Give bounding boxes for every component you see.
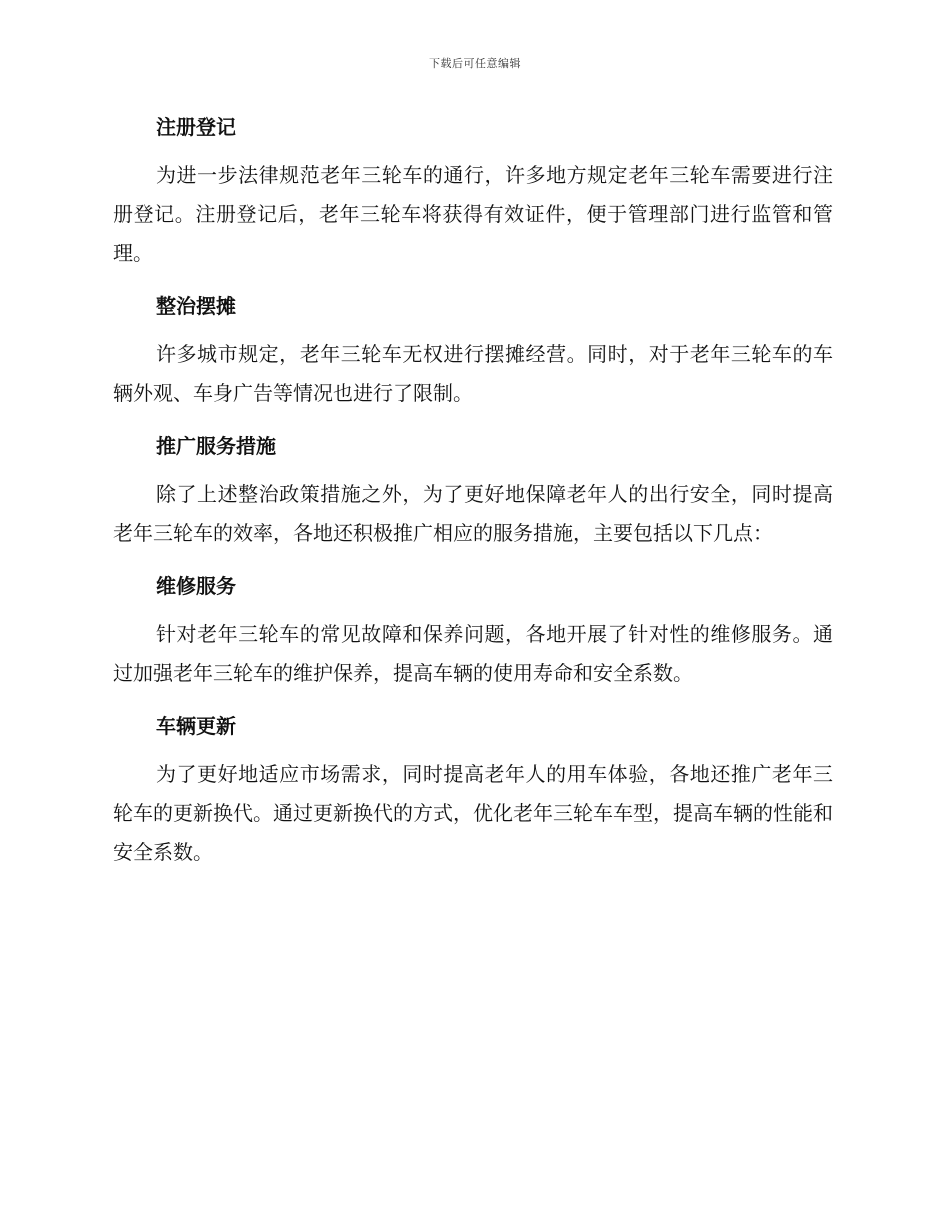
section-heading: 车辆更新	[156, 714, 236, 738]
section-paragraph: 为进一步法律规范老年三轮车的通行，许多地方规定老年三轮车需要进行注册登记。注册登记后，老年三轮车将获得有效证件，便于管理部门进行监管和管理。	[113, 163, 833, 265]
section-service-measures	[113, 429, 833, 553]
section-paragraph: 针对老年三轮车的常见故障和保养问题，各地开展了针对性的维修服务。通过加强老年三轮车的维护保养，提高车辆的使用寿命和安全系数。	[113, 622, 833, 685]
section-heading: 推广服务措施	[156, 434, 276, 458]
document-body	[113, 110, 833, 888]
section-paragraph: 除了上述整治政策措施之外，为了更好地保障老年人的出行安全，同时提高老年三轮车的效率，各地还积极推广相应的服务措施，主要包括以下几点：	[113, 482, 833, 545]
section-stall-regulation	[113, 289, 833, 413]
section-paragraph: 许多城市规定，老年三轮车无权进行摆摊经营。同时，对于老年三轮车的车辆外观、车身广告等情况也进行了限制。	[113, 342, 833, 405]
section-heading: 整治摆摊	[156, 294, 236, 318]
section-heading: 注册登记	[156, 115, 236, 139]
section-heading: 维修服务	[156, 574, 236, 598]
section-repair-service	[113, 569, 833, 693]
section-paragraph: 为了更好地适应市场需求，同时提高老年人的用车体验，各地还推广老年三轮车的更新换代。通过更新换代的方式，优化老年三轮车车型，提高车辆的性能和安全系数。	[113, 762, 833, 864]
page-header: 下载后可任意编辑	[429, 57, 521, 70]
section-registration	[113, 110, 833, 273]
section-vehicle-upgrade	[113, 709, 833, 872]
